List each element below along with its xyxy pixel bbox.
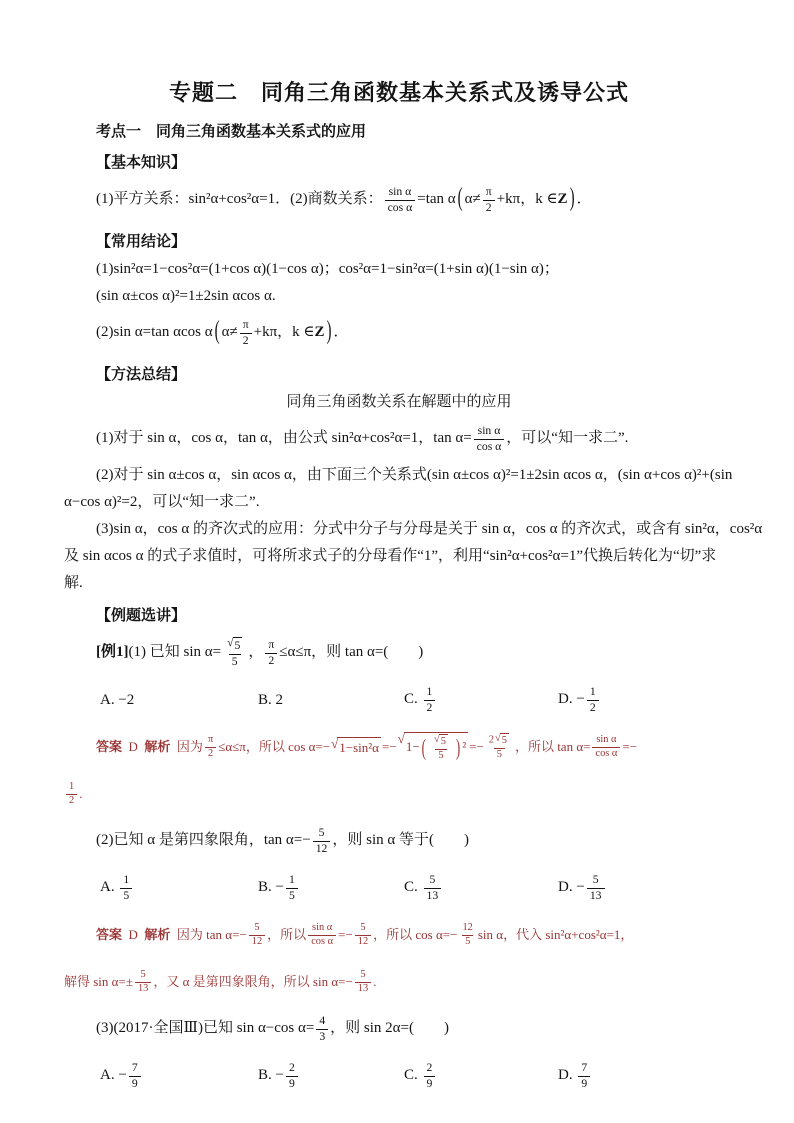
option-c — [404, 1061, 558, 1090]
fraction-denominator — [587, 888, 605, 903]
option-label: D. — [558, 691, 577, 708]
fraction-denominator — [483, 200, 495, 215]
fraction — [424, 685, 436, 714]
text-run: 【方法总结】 — [96, 366, 187, 383]
fraction-denominator — [578, 1076, 590, 1091]
radicand — [337, 737, 381, 757]
bold-text-run: Z — [314, 324, 325, 341]
fraction-denominator — [308, 935, 336, 948]
radical-sign: √ — [495, 733, 501, 745]
text-run: ， — [248, 644, 264, 661]
text-run: 2 — [288, 1061, 295, 1075]
fraction-denominator — [316, 1029, 328, 1044]
text-run: (1) 已知 sin α= — [128, 644, 222, 661]
text-run: =tan α — [417, 191, 456, 208]
fraction — [120, 873, 132, 902]
text-run: π — [268, 638, 275, 652]
text-run: 1 — [589, 685, 596, 699]
fraction-denominator — [494, 748, 505, 761]
text-run: ，则 sin 2α=( ) — [330, 1020, 449, 1037]
text-run: 2 — [426, 700, 433, 714]
text-run: 5 — [592, 873, 599, 887]
text-run: −2 — [118, 691, 135, 708]
text-run: 5 — [465, 935, 471, 947]
answer-2-line-1 — [64, 915, 734, 955]
section-heading-kaodian-1 — [64, 120, 734, 141]
fraction — [483, 185, 495, 214]
text-run: ． — [576, 191, 592, 208]
fraction — [249, 922, 265, 948]
fraction-denominator — [205, 747, 216, 760]
text-run: 9 — [581, 1076, 588, 1090]
answer-1-line-2 — [64, 774, 734, 814]
bold-text-run: [例1] — [96, 644, 129, 661]
big-left-paren: ( — [457, 184, 463, 213]
text-run: sin α，代入 sin²α+cos²α=1， — [477, 927, 634, 943]
option-b — [258, 692, 404, 709]
radicand — [439, 734, 448, 748]
radicand — [233, 637, 243, 653]
fraction-denominator — [66, 794, 77, 807]
text-run: 9 — [131, 1076, 138, 1090]
fraction-numerator — [424, 1061, 436, 1075]
fraction-numerator — [426, 873, 438, 887]
fraction — [286, 873, 298, 902]
text-run: − — [275, 879, 284, 896]
option-label: C. — [404, 879, 422, 896]
fraction-numerator — [223, 637, 246, 653]
text-run: (1)对于 sin α，cos α，tan α，由公式 sin²α+cos²α=1，tan α= — [96, 430, 472, 447]
heading-common-conclusions — [64, 230, 734, 251]
fraction-denominator — [135, 982, 151, 995]
big-right-paren: ) — [455, 734, 461, 761]
sqrt-expression — [434, 734, 448, 748]
fraction — [424, 873, 442, 902]
text-run: cos α — [387, 200, 413, 214]
formula-square-and-quotient — [64, 180, 734, 220]
text-run: − — [576, 879, 585, 896]
fraction — [486, 733, 513, 761]
option-a — [100, 1061, 258, 1090]
text-run: 4 — [319, 1014, 326, 1028]
text-run: =− — [622, 739, 638, 755]
option-label: A. — [100, 1067, 119, 1084]
text-run: ² — [462, 738, 467, 754]
bold-text-run: Z — [557, 191, 568, 208]
text-run: 解. — [64, 575, 83, 591]
fraction-numerator — [587, 685, 599, 699]
fraction — [578, 1061, 590, 1090]
text-run: ，所以 tan α= — [514, 739, 591, 755]
text-run: . — [373, 974, 377, 990]
fraction — [240, 318, 252, 347]
text-run: 5 — [123, 888, 130, 902]
fraction-numerator — [66, 781, 77, 793]
text-run: 1 — [426, 685, 433, 699]
text-run: 2 — [69, 794, 75, 806]
text-run: 专题二 同角三角函数基本关系式及诱导公式 — [168, 80, 629, 105]
option-a — [100, 692, 258, 709]
text-run: 5 — [429, 873, 436, 887]
text-run: 12 — [315, 841, 328, 855]
text-run: 2 — [589, 700, 596, 714]
fraction-denominator — [474, 439, 505, 454]
conclusion-line-2 — [64, 286, 734, 307]
text-run: 5 — [440, 736, 446, 748]
text-run: 2 — [268, 653, 275, 667]
text-run: − — [275, 1067, 284, 1084]
text-run: 5 — [318, 826, 325, 840]
option-d — [558, 873, 734, 902]
fraction-denominator — [129, 1076, 141, 1091]
text-run: 9 — [426, 1076, 433, 1090]
sqrt-expression — [227, 637, 242, 653]
text-run: 12 — [357, 935, 369, 947]
method-point-2-line-2 — [64, 492, 734, 513]
fraction-numerator — [593, 734, 619, 746]
text-run: 解得 sin α=± — [64, 974, 133, 990]
option-b — [258, 873, 404, 902]
fraction-denominator — [424, 888, 442, 903]
option-label: D. — [558, 879, 577, 896]
text-run: (3)sin α，cos α 的齐次式的应用：分式中分子与分母是关于 sin α，cos α 的齐次式，或含有 sin²α，cos²α — [96, 521, 763, 537]
fraction-numerator — [430, 734, 452, 748]
text-run: (1)平方关系：sin²α+cos²α=1．(2)商数关系： — [96, 191, 383, 208]
fraction — [223, 637, 246, 668]
text-run: 因为 tan α=− — [170, 927, 247, 943]
text-run: D — [122, 927, 145, 943]
text-run: 13 — [589, 888, 602, 902]
text-run: sin α — [477, 424, 501, 438]
text-run: D — [122, 739, 145, 755]
text-run: sin α — [312, 922, 333, 934]
text-run: 2 — [485, 200, 492, 214]
option-label: C. — [404, 691, 422, 708]
option-c — [404, 873, 558, 902]
fraction-numerator — [357, 922, 368, 934]
method-summary-title — [64, 392, 734, 413]
sqrt-expression — [495, 733, 509, 747]
radical-sign: √ — [331, 736, 339, 752]
text-run: 9 — [288, 1076, 295, 1090]
fraction-denominator — [424, 700, 436, 715]
fraction-numerator — [205, 734, 216, 746]
option-label: B. — [258, 879, 276, 896]
fraction-denominator — [355, 982, 371, 995]
text-run: 5 — [231, 654, 238, 668]
text-run: 1− — [405, 738, 420, 754]
text-run: (sin α±cos α)²=1±2sin αcos α. — [96, 288, 276, 304]
text-run: 2 — [488, 734, 495, 746]
big-right-paren: ) — [569, 184, 575, 213]
text-run: 5 — [288, 888, 295, 902]
fraction — [66, 781, 77, 807]
option-d — [558, 685, 734, 714]
text-run: 5 — [360, 922, 366, 934]
fraction — [587, 685, 599, 714]
method-point-3-line-1 — [64, 519, 763, 540]
text-run: α≠ — [464, 191, 481, 208]
text-run: 2 — [426, 1061, 433, 1075]
fraction-denominator — [286, 1076, 298, 1091]
fraction-numerator — [357, 969, 368, 981]
text-run: 考点一 同角三角函数基本关系式的应用 — [96, 123, 367, 140]
fraction — [265, 638, 277, 667]
fraction-numerator — [483, 185, 495, 199]
text-run: 5 — [234, 639, 241, 653]
text-run: 2 — [275, 691, 284, 708]
fraction — [424, 1061, 436, 1090]
fraction-denominator — [385, 200, 416, 215]
text-run: π — [242, 318, 249, 332]
text-run: +kπ，k ∈ — [253, 324, 315, 341]
doc-title — [64, 76, 734, 107]
fraction-denominator — [355, 935, 371, 948]
fraction-denominator — [435, 749, 446, 762]
text-run: ，又 α 是第四象限角，所以 sin α=− — [153, 974, 353, 990]
fraction-numerator — [424, 685, 436, 699]
text-run: 1 — [69, 781, 75, 793]
fraction-numerator — [309, 922, 335, 934]
fraction — [205, 734, 216, 760]
text-run: 13 — [137, 982, 149, 994]
text-run: +kπ，k ∈ — [496, 191, 558, 208]
fraction-numerator — [475, 424, 504, 438]
fraction-numerator — [316, 1014, 328, 1028]
text-run: 5 — [140, 969, 146, 981]
option-label: D. — [558, 1067, 577, 1084]
fraction — [430, 734, 452, 762]
method-point-3-line-2 — [64, 546, 734, 567]
text-run: ，则 sin α 等于( ) — [332, 832, 469, 849]
fraction-denominator — [265, 653, 277, 668]
text-run: 【例题选讲】 — [96, 607, 187, 624]
conclusion-formula-2 — [64, 313, 734, 353]
text-run: 及 sin αcos α 的式子求值时，可将所求式子的分母看作“1”，利用“sin²α+cos²α=1”代换后转化为“切”求 — [64, 548, 717, 564]
fraction — [587, 873, 605, 902]
option-c — [404, 685, 558, 714]
fraction-denominator — [120, 888, 132, 903]
options-2 — [64, 869, 734, 907]
sqrt-expression — [398, 732, 468, 762]
text-run: 因为 — [170, 739, 203, 755]
radical-sign: √ — [227, 636, 234, 650]
text-run: 13 — [426, 888, 439, 902]
text-run: cos α — [311, 935, 334, 947]
fraction-denominator — [249, 935, 265, 948]
text-run: 5 — [438, 749, 444, 761]
fraction — [592, 734, 620, 760]
text-run: 5 — [360, 969, 366, 981]
conclusion-line-1 — [64, 259, 734, 280]
fraction-denominator — [424, 1076, 436, 1091]
example-1-question-3 — [64, 1009, 734, 1049]
bold-text-run: 解析 — [144, 927, 171, 943]
fraction-numerator — [120, 873, 132, 887]
text-run: 12 — [251, 935, 263, 947]
fraction — [286, 1061, 298, 1090]
method-point-1 — [64, 419, 734, 459]
heading-method-summary — [64, 363, 734, 384]
fraction-denominator — [313, 841, 331, 856]
text-run: 5 — [501, 735, 507, 747]
big-left-paren: ( — [214, 317, 220, 346]
text-run: ． — [333, 324, 349, 341]
text-run: =− — [382, 739, 397, 755]
method-point-3-line-3 — [64, 573, 734, 594]
text-run: cos α — [476, 439, 502, 453]
text-run: 同角三角函数关系在解题中的应用 — [286, 394, 512, 410]
text-run: 【常用结论】 — [96, 233, 187, 250]
text-run: ≤α≤π，则 tan α=( ) — [279, 644, 424, 661]
text-run: 1−sin²α — [339, 740, 379, 756]
fraction-numerator — [316, 826, 328, 840]
fraction — [355, 922, 371, 948]
fraction-denominator — [462, 935, 473, 948]
fraction — [355, 969, 371, 995]
text-run: . — [79, 786, 83, 802]
text-run: 5 — [496, 748, 502, 760]
example-1-question-2 — [64, 821, 734, 861]
text-run: − — [576, 691, 585, 708]
method-point-2-line-1 — [64, 465, 734, 486]
option-label: C. — [404, 1067, 422, 1084]
text-run: − — [118, 1067, 127, 1084]
fraction-numerator — [129, 1061, 141, 1075]
radicand — [500, 733, 509, 747]
option-label: A. — [100, 879, 119, 896]
fraction-denominator — [240, 333, 252, 348]
fraction-denominator — [286, 888, 298, 903]
text-run: 1 — [123, 873, 130, 887]
options-1 — [64, 681, 734, 719]
text-run: 1 — [288, 873, 295, 887]
text-run: 7 — [131, 1061, 138, 1075]
text-run: ，所以 cos α=− — [373, 927, 458, 943]
text-run: =− — [338, 927, 353, 943]
text-run: 12 — [462, 922, 473, 934]
text-run: (1)sin²α=1−cos²α=(1+cos α)(1−cos α)；cos²α=1−sin²α=(1+sin α)(1−sin α)； — [96, 261, 559, 277]
text-run: ≤α≤π，所以 cos α=− — [218, 739, 331, 755]
text-run: sin α — [596, 734, 617, 746]
fraction-numerator — [138, 969, 149, 981]
answer-1-line-1 — [64, 727, 734, 767]
bold-text-run: 答案 — [96, 927, 123, 943]
fraction — [129, 1061, 141, 1090]
text-run: 13 — [357, 982, 369, 994]
bold-text-run: 答案 — [96, 739, 123, 755]
fraction-numerator — [265, 638, 277, 652]
text-run: (3)(2017·全国Ⅲ)已知 sin α−cos α= — [96, 1020, 315, 1037]
fraction-numerator — [459, 922, 475, 934]
text-run: 3 — [319, 1029, 326, 1043]
text-run: 【基本知识】 — [96, 154, 187, 171]
radicand — [404, 732, 468, 762]
fraction-numerator — [286, 1061, 298, 1075]
big-right-paren: ) — [326, 317, 332, 346]
option-label: B. — [258, 691, 276, 708]
fraction — [313, 826, 331, 855]
text-run: 2 — [207, 747, 214, 759]
bold-text-run: 解析 — [144, 739, 171, 755]
example-1-question-1 — [64, 633, 734, 673]
option-a — [100, 873, 258, 902]
text-run: =− — [469, 739, 484, 755]
options-3 — [64, 1057, 734, 1095]
big-left-paren: ( — [421, 734, 426, 761]
heading-basic-knowledge — [64, 151, 734, 172]
text-run: α−cos α)²=2，可以“知一求二”. — [64, 494, 260, 510]
text-run: 7 — [581, 1061, 588, 1075]
fraction-numerator — [286, 873, 298, 887]
fraction — [135, 969, 151, 995]
sqrt-expression — [331, 737, 381, 757]
text-run: α≠ — [221, 324, 238, 341]
heading-example-selection — [64, 604, 734, 625]
fraction-numerator — [240, 318, 252, 332]
option-d — [558, 1061, 734, 1090]
fraction-denominator — [587, 700, 599, 715]
fraction-numerator — [486, 733, 513, 747]
fraction — [385, 185, 416, 214]
fraction-numerator — [590, 873, 602, 887]
option-label: A. — [100, 691, 119, 708]
text-run: 5 — [254, 922, 260, 934]
fraction — [459, 922, 475, 948]
text-run: ，可以“知一求二”. — [506, 430, 629, 447]
answer-2-line-2 — [64, 962, 734, 1002]
fraction — [316, 1014, 328, 1043]
text-run: ，所以 — [267, 927, 307, 943]
text-run: 2 — [242, 333, 249, 347]
text-run: (2)对于 sin α±cos α，sin αcos α，由下面三个关系式(sin α±cos α)²=1±2sin αcos α，(sin α+cos α)²+(sin — [96, 467, 733, 483]
fraction — [474, 424, 505, 453]
fraction-denominator — [592, 747, 620, 760]
option-label: B. — [258, 1067, 276, 1084]
text-run: (2)sin α=tan αcos α — [96, 324, 213, 341]
fraction — [308, 922, 336, 948]
text-run: sin α — [388, 185, 412, 199]
text-run: (2)已知 α 是第四象限角，tan α=− — [96, 832, 311, 849]
text-run: cos α — [595, 747, 618, 759]
fraction-denominator — [229, 654, 241, 669]
radical-sign: √ — [397, 731, 405, 747]
fraction-numerator — [578, 1061, 590, 1075]
text-run: π — [207, 734, 214, 746]
text-run: π — [485, 185, 492, 199]
radical-sign: √ — [434, 734, 440, 746]
fraction-numerator — [251, 922, 262, 934]
option-b — [258, 1061, 404, 1090]
fraction-numerator — [386, 185, 415, 199]
